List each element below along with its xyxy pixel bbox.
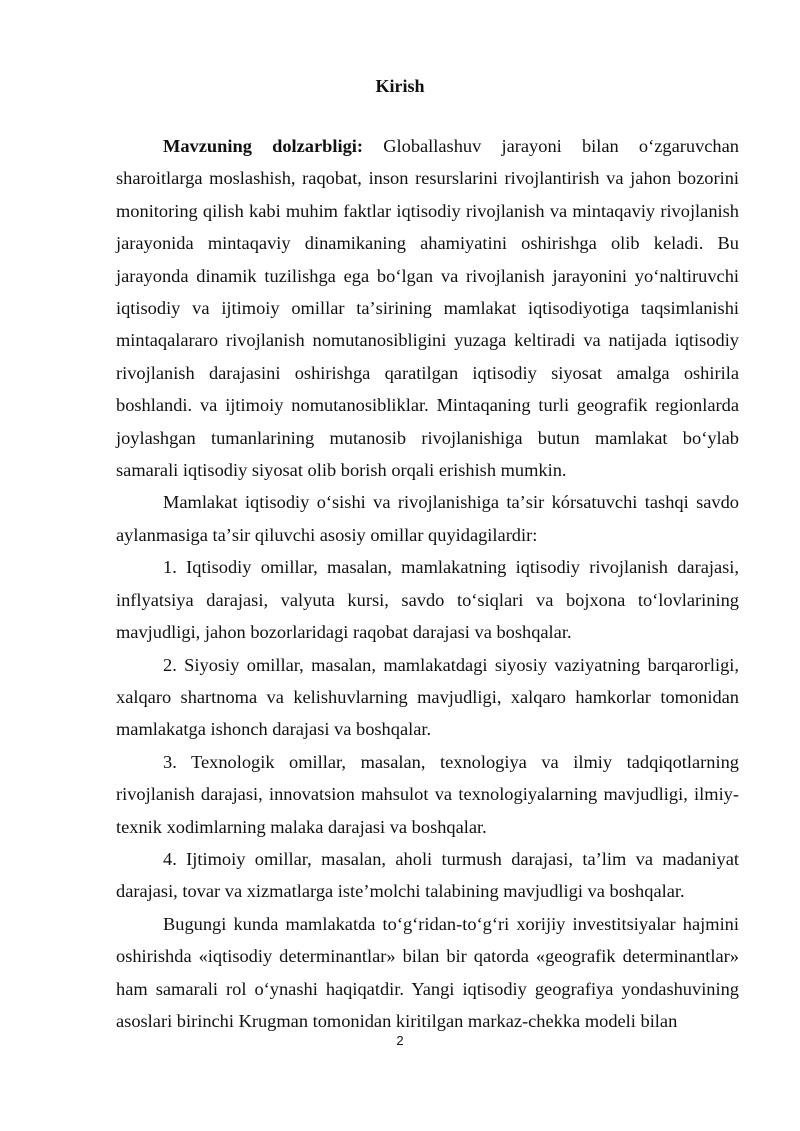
intro-heading: Mavzuning dolzarbligi:: [163, 136, 364, 156]
intro-text: Globallashuv jarayoni bilan oʻzgaruvchan sharoitlarga moslashish, raqobat, inson resurslarini rivojlantirish va jahon bozorini monitoring qilish kabi muhim faktlar iqtisodiy rivojlanish va mintaqaviy rivojlanish jarayonida mintaqaviy dinamikaning ahamiyatini oshirishga olib keladi. Bu jarayonda dinamik tuzilishga ega boʻlgan va rivojlanish jarayonini yoʻnaltiruvchi iqtisodiy va ijtimoiy omillar taʼsirining mamlakat iqtisodiyotiga taqsimlanishi mintaqalararo rivojlanish nomutanosibligini yuzaga keltiradi va natijada iqtisodiy rivojlanish darajasini oshirishga qaratilgan iqtisodiy siyosat amalga oshirila boshlandi. va ijtimoiy nomutanosibliklar. Mintaqaning turli geografik regionlarda joylashgan tumanlarining mutanosib rivojlanishiga butun mamlakat boʻylab samarali iqtisodiy siyosat olib borish orqali erishish mumkin.: [116, 136, 739, 481]
paragraph-social-factors: 4. Ijtimoiy omillar, masalan, aholi turmush darajasi, taʼlim va madaniyat darajasi, tovar va xizmatlarga isteʼmolchi talabining mavjudligi va boshqalar.: [116, 848, 739, 902]
paragraph-political-factors: 2. Siyosiy omillar, masalan, mamlakatdagi siyosiy vaziyatning barqarorligi, xalqaro shartnoma va kelishuvlarning mavjudligi, xalqaro hamkorlar tomonidan mamlakatga ishonch darajasi va boshqalar.: [116, 654, 739, 740]
paragraph-economic-factors: 1. Iqtisodiy omillar, masalan, mamlakatning iqtisodiy rivojlanish darajasi, inflyatsiya darajasi, valyuta kursi, savdo toʻsiqlari va bojxona toʻlovlarining mavjudligi, jahon bozorlaridagi raqobat darajasi va boshqalar.: [116, 557, 739, 643]
intro-paragraph: [116, 130, 739, 486]
page-number: 2: [396, 1033, 404, 1048]
paragraph-technological-factors: 3. Texnologik omillar, masalan, texnologiya va ilmiy tadqiqotlarning rivojlanish darajasi, innovatsion mahsulot va texnologiyalarning mavjudligi, ilmiy-texnik xodimlarning malaka darajasi va boshqalar.: [116, 751, 739, 837]
document-body: [116, 130, 739, 1037]
page-title: Kirish: [375, 76, 425, 96]
paragraph-factors-intro: Mamlakat iqtisodiy oʻsishi va rivojlanishiga taʼsir kórsatuvchi tashqi savdo aylanmasiga taʼsir qiluvchi asosiy omillar quyidagilardir:: [116, 492, 739, 545]
paragraph-fdi-determinants: Bugungi kunda mamlakatda toʻgʻridan-toʻgʻri xorijiy investitsiyalar hajmini oshirishda «iqtisodiy determinantlar» bilan bir qatorda «geografik determinantlar» ham samarali rol oʻynashi haqiqatdir. Yangi iqtisodiy geografiya yondashuvining asoslari birinchi Krugman tomonidan kiritilgan markaz-chekka modeli bilan: [116, 913, 739, 1031]
